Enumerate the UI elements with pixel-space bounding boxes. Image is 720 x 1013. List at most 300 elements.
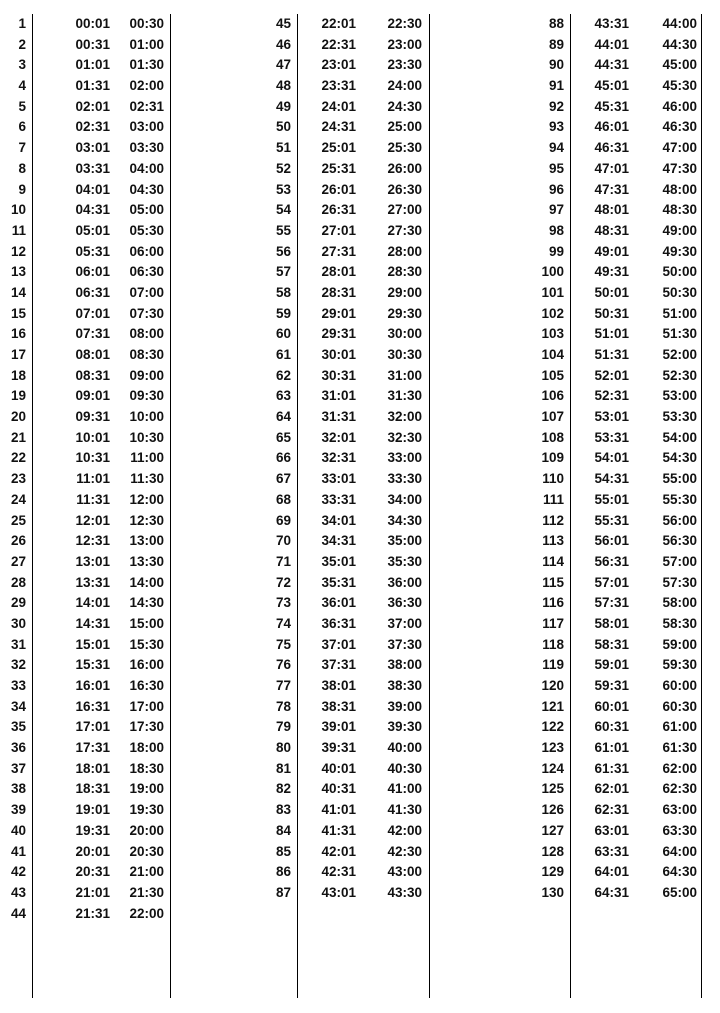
end-time: 30:30 [387, 347, 422, 362]
start-time: 58:01 [594, 615, 629, 631]
start-time: 27:01 [321, 222, 356, 238]
end-time: 61:00 [662, 719, 697, 735]
row-number: 80 [275, 740, 291, 756]
row-number: 25 [10, 512, 26, 528]
start-time: 36:01 [321, 595, 356, 611]
end-time: 58:30 [662, 615, 697, 631]
start-time: 13:01 [75, 553, 110, 569]
row-number: 101 [541, 284, 564, 300]
end-time: 61:30 [662, 740, 697, 756]
end-time: 59:30 [662, 657, 697, 673]
start-time: 47:01 [594, 160, 629, 176]
end-time: 06:00 [129, 243, 164, 259]
row-number: 112 [542, 512, 564, 528]
start-time: 57:01 [594, 574, 629, 590]
row-number: 66 [275, 450, 291, 466]
start-time: 22:31 [321, 36, 356, 52]
row-number: 122 [541, 719, 564, 735]
end-time: 01:00 [129, 36, 164, 52]
row-number: 118 [542, 636, 564, 652]
start-time: 06:01 [75, 264, 110, 280]
start-time: 21:01 [75, 884, 110, 900]
row-number: 54 [275, 202, 291, 218]
end-time: 31:30 [387, 388, 422, 404]
start-time: 51:01 [594, 326, 629, 342]
row-number: 61 [275, 347, 291, 362]
end-time: 18:00 [129, 740, 164, 756]
start-time: 14:31 [75, 615, 110, 631]
start-time: 22:01 [321, 16, 356, 31]
start-time: 30:31 [321, 367, 356, 383]
end-time: 33:00 [387, 450, 422, 466]
start-time: 45:01 [594, 78, 629, 94]
start-time: 19:01 [75, 802, 110, 818]
start-time: 60:31 [594, 719, 629, 735]
end-time: 24:30 [387, 98, 422, 114]
end-time: 39:30 [387, 719, 422, 735]
end-time: 21:00 [129, 864, 164, 880]
row-number: 41 [10, 843, 26, 859]
end-time: 17:30 [129, 719, 164, 735]
start-time: 10:01 [75, 429, 110, 445]
end-time: 07:00 [129, 284, 164, 300]
end-time: 62:00 [662, 760, 697, 776]
row-number: 119 [542, 657, 564, 673]
start-time: 62:31 [594, 802, 629, 818]
row-number: 76 [275, 657, 291, 673]
start-time: 43:01 [321, 884, 356, 900]
start-time: 43:31 [594, 16, 629, 31]
row-number: 32 [10, 657, 26, 673]
row-number: 29 [10, 595, 26, 611]
row-number: 73 [275, 595, 291, 611]
row-number: 2 [18, 36, 26, 52]
start-time: 44:31 [594, 57, 629, 73]
end-time: 29:00 [387, 284, 422, 300]
row-number: 16 [10, 326, 26, 342]
column-divider [170, 14, 171, 998]
end-time: 10:30 [129, 429, 164, 445]
row-number: 115 [542, 574, 564, 590]
end-time: 16:00 [129, 657, 164, 673]
end-time: 07:30 [129, 305, 164, 321]
end-time: 34:00 [387, 491, 422, 507]
row-number: 24 [10, 491, 26, 507]
start-time: 07:31 [75, 326, 110, 342]
end-time: 16:30 [129, 678, 164, 693]
row-number: 47 [275, 57, 291, 73]
start-time: 31:01 [321, 388, 356, 404]
start-time: 57:31 [594, 595, 629, 611]
start-time: 64:31 [594, 884, 629, 900]
row-number: 94 [548, 140, 564, 156]
end-time: 51:00 [662, 305, 697, 321]
start-time: 30:01 [321, 347, 356, 362]
start-time: 17:01 [75, 719, 110, 735]
start-time: 61:31 [594, 760, 629, 776]
end-time: 46:00 [662, 98, 697, 114]
end-time: 09:00 [129, 367, 164, 383]
end-time: 64:00 [662, 843, 697, 859]
row-number: 45 [275, 16, 291, 31]
start-time: 13:31 [75, 574, 110, 590]
start-time: 51:31 [594, 347, 629, 362]
row-number: 48 [275, 78, 291, 94]
start-time: 18:01 [75, 760, 110, 776]
start-time: 01:01 [75, 57, 110, 73]
start-time: 09:31 [75, 409, 110, 425]
end-time: 38:00 [387, 657, 422, 673]
start-time: 24:01 [321, 98, 356, 114]
end-time: 55:00 [662, 471, 697, 487]
start-time: 41:01 [321, 802, 356, 818]
row-number: 102 [541, 305, 564, 321]
row-number: 18 [10, 367, 26, 383]
start-time: 53:01 [594, 409, 629, 425]
start-time: 45:31 [594, 98, 629, 114]
end-time: 43:00 [387, 864, 422, 880]
row-number: 62 [275, 367, 291, 383]
end-time: 27:30 [387, 222, 422, 238]
start-time: 02:01 [75, 98, 110, 114]
row-number: 130 [541, 884, 564, 900]
start-time: 62:01 [594, 781, 629, 797]
start-time: 08:01 [75, 347, 110, 362]
end-time: 20:30 [129, 843, 164, 859]
row-number: 81 [275, 760, 291, 776]
start-time: 23:31 [321, 78, 356, 94]
row-number: 96 [548, 181, 564, 197]
end-time: 14:30 [129, 595, 164, 611]
end-time: 04:30 [129, 181, 164, 197]
row-number: 17 [10, 347, 26, 362]
row-number: 90 [548, 57, 564, 73]
start-time: 46:01 [594, 119, 629, 135]
start-time: 56:31 [594, 553, 629, 569]
start-time: 03:31 [75, 160, 110, 176]
row-number: 58 [275, 284, 291, 300]
start-time: 01:31 [75, 78, 110, 94]
row-number: 38 [10, 781, 26, 797]
end-time: 42:00 [387, 822, 422, 838]
end-time: 26:00 [387, 160, 422, 176]
row-number: 63 [275, 388, 291, 404]
row-number: 100 [541, 264, 564, 280]
start-time: 50:31 [594, 305, 629, 321]
start-time: 15:31 [75, 657, 110, 673]
start-time: 39:01 [321, 719, 356, 735]
end-time: 45:00 [662, 57, 697, 73]
start-time: 36:31 [321, 615, 356, 631]
end-time: 62:30 [662, 781, 697, 797]
end-time: 24:00 [387, 78, 422, 94]
start-time: 31:31 [321, 409, 356, 425]
row-number: 111 [542, 491, 564, 507]
end-time: 48:30 [662, 202, 697, 218]
end-time: 50:30 [662, 284, 697, 300]
start-time: 28:31 [321, 284, 356, 300]
row-number: 36 [10, 740, 26, 756]
row-number: 103 [541, 326, 564, 342]
row-number: 87 [275, 884, 291, 900]
start-time: 35:01 [321, 553, 356, 569]
end-time: 27:00 [387, 202, 422, 218]
end-time: 47:30 [662, 160, 697, 176]
row-number: 114 [542, 553, 564, 569]
end-time: 54:30 [662, 450, 697, 466]
row-number: 89 [548, 36, 564, 52]
end-time: 28:30 [387, 264, 422, 280]
end-time: 13:30 [129, 553, 164, 569]
row-number: 56 [275, 243, 291, 259]
row-number: 116 [542, 595, 564, 611]
end-time: 44:30 [662, 36, 697, 52]
start-time: 15:01 [75, 636, 110, 652]
start-time: 40:01 [321, 760, 356, 776]
row-number: 83 [275, 802, 291, 818]
end-time: 52:00 [662, 347, 697, 362]
start-time: 33:01 [321, 471, 356, 487]
row-number: 44 [10, 905, 26, 921]
start-time: 27:31 [321, 243, 356, 259]
start-time: 41:31 [321, 822, 356, 838]
start-time: 29:01 [321, 305, 356, 321]
row-number: 127 [541, 822, 564, 838]
end-time: 45:30 [662, 78, 697, 94]
end-time: 15:30 [129, 636, 164, 652]
row-number: 117 [542, 615, 564, 631]
start-time: 28:01 [321, 264, 356, 280]
row-number: 49 [275, 98, 291, 114]
row-number: 110 [542, 471, 564, 487]
start-time: 50:01 [594, 284, 629, 300]
start-time: 09:01 [75, 388, 110, 404]
end-time: 17:00 [129, 698, 164, 714]
row-number: 19 [10, 388, 26, 404]
row-number: 23 [10, 471, 26, 487]
row-number: 7 [18, 140, 26, 156]
end-time: 59:00 [662, 636, 697, 652]
row-number: 26 [10, 533, 26, 549]
end-time: 54:00 [662, 429, 697, 445]
start-time: 17:31 [75, 740, 110, 756]
row-number: 10 [10, 202, 26, 218]
row-number: 68 [275, 491, 291, 507]
start-time: 38:31 [321, 698, 356, 714]
start-time: 44:01 [594, 36, 629, 52]
row-number: 59 [275, 305, 291, 321]
end-time: 46:30 [662, 119, 697, 135]
row-number: 93 [548, 119, 564, 135]
row-number: 33 [10, 678, 26, 693]
start-time: 20:31 [75, 864, 110, 880]
row-number: 123 [541, 740, 564, 756]
start-time: 38:01 [321, 678, 356, 693]
end-time: 49:30 [662, 243, 697, 259]
row-number: 69 [275, 512, 291, 528]
row-number: 97 [548, 202, 564, 218]
start-time: 42:31 [321, 864, 356, 880]
start-time: 03:01 [75, 140, 110, 156]
row-number: 1 [18, 16, 26, 31]
row-number: 65 [275, 429, 291, 445]
row-number: 51 [275, 140, 291, 156]
start-time: 20:01 [75, 843, 110, 859]
start-time: 49:31 [594, 264, 629, 280]
end-time: 32:30 [387, 429, 422, 445]
start-time: 26:01 [321, 181, 356, 197]
end-time: 53:30 [662, 409, 697, 425]
end-time: 22:30 [387, 16, 422, 31]
row-number: 124 [541, 760, 564, 776]
start-time: 05:31 [75, 243, 110, 259]
start-time: 04:01 [75, 181, 110, 197]
end-time: 38:30 [387, 678, 422, 693]
end-time: 57:00 [662, 553, 697, 569]
row-number: 30 [10, 615, 26, 631]
row-number: 71 [275, 553, 291, 569]
row-number: 106 [541, 388, 564, 404]
row-number: 40 [10, 822, 26, 838]
start-time: 06:31 [75, 284, 110, 300]
row-number: 91 [548, 78, 564, 94]
end-time: 22:00 [129, 905, 164, 921]
row-number: 113 [542, 533, 564, 549]
row-number: 28 [10, 574, 26, 590]
row-number: 9 [18, 181, 26, 197]
end-time: 56:00 [662, 512, 697, 528]
row-number: 121 [541, 698, 564, 714]
start-time: 21:31 [75, 905, 110, 921]
end-time: 60:30 [662, 698, 697, 714]
end-time: 39:00 [387, 698, 422, 714]
row-number: 55 [275, 222, 291, 238]
end-time: 55:30 [662, 491, 697, 507]
row-number: 105 [541, 367, 564, 383]
start-time: 25:01 [321, 140, 356, 156]
start-time: 55:31 [594, 512, 629, 528]
start-time: 42:01 [321, 843, 356, 859]
row-number: 39 [10, 802, 26, 818]
end-time: 23:00 [387, 36, 422, 52]
start-time: 40:31 [321, 781, 356, 797]
end-time: 04:00 [129, 160, 164, 176]
row-number: 82 [275, 781, 291, 797]
row-number: 37 [10, 760, 26, 776]
row-number: 8 [18, 160, 26, 176]
end-time: 43:30 [387, 884, 422, 900]
end-time: 20:00 [129, 822, 164, 838]
row-number: 34 [10, 698, 26, 714]
start-time: 08:31 [75, 367, 110, 383]
row-number: 74 [275, 615, 291, 631]
start-time: 12:31 [75, 533, 110, 549]
end-time: 41:00 [387, 781, 422, 797]
start-time: 11:31 [76, 491, 110, 507]
end-time: 56:30 [662, 533, 697, 549]
row-number: 15 [10, 305, 26, 321]
start-time: 59:31 [594, 678, 629, 693]
start-time: 46:31 [594, 140, 629, 156]
row-number: 64 [275, 409, 291, 425]
row-number: 53 [275, 181, 291, 197]
end-time: 10:00 [129, 409, 164, 425]
start-time: 34:01 [321, 512, 356, 528]
end-time: 57:30 [662, 574, 697, 590]
start-time: 63:01 [594, 822, 629, 838]
row-number: 57 [275, 264, 291, 280]
start-time: 33:31 [321, 491, 356, 507]
row-number: 95 [548, 160, 564, 176]
end-time: 00:30 [129, 16, 164, 31]
end-time: 05:30 [129, 222, 164, 238]
end-time: 34:30 [387, 512, 422, 528]
start-time: 19:31 [75, 822, 110, 838]
start-time: 23:01 [321, 57, 356, 73]
row-number: 52 [275, 160, 291, 176]
end-time: 63:30 [662, 822, 697, 838]
end-time: 23:30 [387, 57, 422, 73]
start-time: 60:01 [594, 698, 629, 714]
end-time: 13:00 [129, 533, 164, 549]
row-number: 126 [541, 802, 564, 818]
start-time: 32:31 [321, 450, 356, 466]
end-time: 08:30 [129, 347, 164, 362]
end-time: 53:00 [662, 388, 697, 404]
column-divider [701, 14, 702, 998]
row-number: 85 [275, 843, 291, 859]
end-time: 11:00 [130, 450, 164, 466]
end-time: 11:30 [130, 471, 164, 487]
row-number: 88 [548, 16, 564, 31]
end-time: 18:30 [129, 760, 164, 776]
end-time: 48:00 [662, 181, 697, 197]
row-number: 14 [10, 284, 26, 300]
start-time: 07:01 [75, 305, 110, 321]
end-time: 05:00 [129, 202, 164, 218]
end-time: 12:00 [129, 491, 164, 507]
start-time: 24:31 [321, 119, 356, 135]
end-time: 06:30 [129, 264, 164, 280]
end-time: 64:30 [662, 864, 697, 880]
row-number: 120 [541, 678, 564, 693]
start-time: 37:31 [321, 657, 356, 673]
row-number: 42 [10, 864, 26, 880]
row-number: 20 [10, 409, 26, 425]
start-time: 48:31 [594, 222, 629, 238]
end-time: 42:30 [387, 843, 422, 859]
row-number: 11 [11, 222, 26, 238]
start-time: 02:31 [75, 119, 110, 135]
end-time: 31:00 [387, 367, 422, 383]
start-time: 55:01 [594, 491, 629, 507]
end-time: 63:00 [662, 802, 697, 818]
row-number: 72 [275, 574, 291, 590]
end-time: 36:00 [387, 574, 422, 590]
end-time: 26:30 [387, 181, 422, 197]
row-number: 77 [275, 678, 291, 693]
end-time: 52:30 [662, 367, 697, 383]
end-time: 25:30 [387, 140, 422, 156]
row-number: 92 [548, 98, 564, 114]
row-number: 98 [548, 222, 564, 238]
start-time: 37:01 [321, 636, 356, 652]
end-time: 36:30 [387, 595, 422, 611]
row-number: 12 [10, 243, 26, 259]
end-time: 19:00 [129, 781, 164, 797]
start-time: 64:01 [594, 864, 629, 880]
row-number: 67 [275, 471, 291, 487]
